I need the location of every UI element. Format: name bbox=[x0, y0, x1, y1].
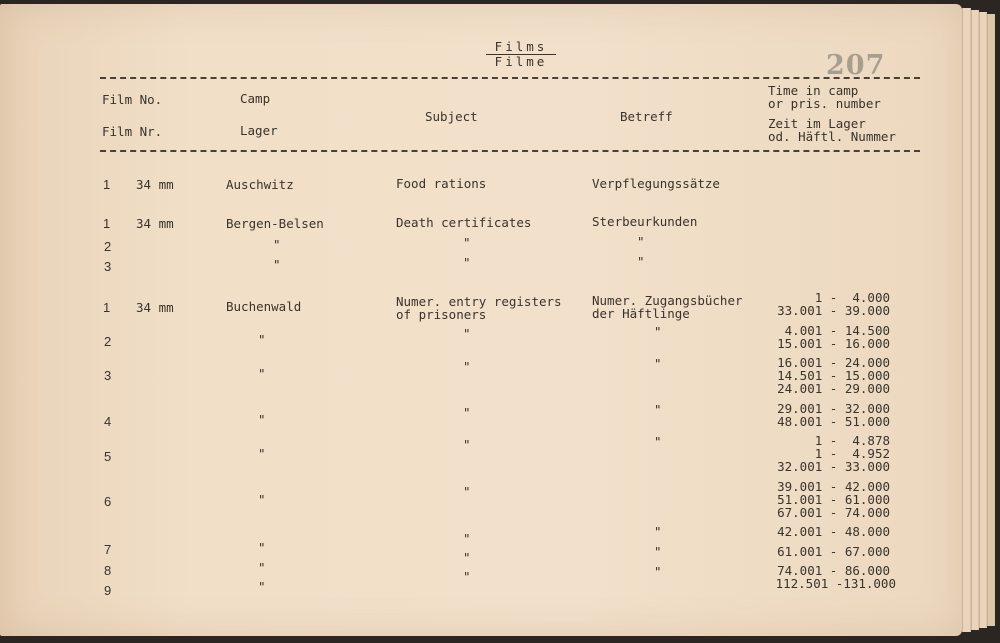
number-range: 1 - 4.952 bbox=[814, 446, 890, 461]
page-number-stamp: 207 bbox=[826, 50, 886, 81]
number-range: 32.001 - 33.000 bbox=[777, 459, 890, 474]
col-time-de-1: Zeit im Lager bbox=[768, 116, 866, 131]
film-number: 6 bbox=[104, 494, 112, 509]
film-size: 34 mm bbox=[136, 216, 174, 231]
number-range: 24.001 - 29.000 bbox=[777, 381, 890, 396]
number-range: 51.001 - 61.000 bbox=[777, 492, 890, 507]
ditto-mark: " bbox=[463, 550, 471, 565]
film-number: 2 bbox=[104, 239, 112, 254]
col-time-de-2: od. Häftl. Nummer bbox=[768, 129, 896, 144]
ditto-mark: " bbox=[637, 234, 645, 249]
film-size: 34 mm bbox=[136, 300, 174, 315]
ditto-mark: " bbox=[637, 254, 645, 269]
ditto-mark: " bbox=[463, 569, 471, 584]
number-range: 42.001 - 48.000 bbox=[777, 524, 890, 539]
number-range: 1 - 4.878 bbox=[814, 433, 890, 448]
film-number: 1 bbox=[103, 300, 111, 315]
col-betreff: Betreff bbox=[620, 109, 673, 124]
film-number: 3 bbox=[104, 259, 112, 274]
subject-text: Death certificates bbox=[396, 215, 532, 230]
col-film-no: Film No. bbox=[102, 92, 163, 107]
page-edge bbox=[979, 12, 987, 628]
number-range: 48.001 - 51.000 bbox=[777, 414, 890, 429]
film-number: 9 bbox=[104, 583, 112, 598]
col-time-en-1: Time in camp bbox=[768, 83, 859, 98]
ditto-mark: " bbox=[654, 434, 662, 449]
number-range: 15.001 - 16.000 bbox=[777, 336, 890, 351]
number-range: 29.001 - 32.000 bbox=[777, 401, 890, 416]
number-range: 61.001 - 67.000 bbox=[777, 544, 890, 559]
film-size: 34 mm bbox=[136, 177, 174, 192]
film-number: 7 bbox=[104, 542, 112, 557]
ditto-mark: " bbox=[258, 446, 266, 461]
betreff-text: der Häftlinge bbox=[592, 306, 690, 321]
header-top-rule bbox=[100, 77, 920, 79]
title-en: Films bbox=[494, 39, 548, 54]
ditto-mark: " bbox=[258, 540, 266, 555]
ditto-mark: " bbox=[463, 359, 471, 374]
number-range: 1 - 4.000 bbox=[814, 290, 890, 305]
number-range: 16.001 - 24.000 bbox=[777, 355, 890, 370]
number-range: 33.001 - 39.000 bbox=[777, 303, 890, 318]
ditto-mark: " bbox=[654, 324, 662, 339]
film-number: 5 bbox=[104, 449, 112, 464]
ditto-mark: " bbox=[463, 326, 471, 341]
ditto-mark: " bbox=[463, 255, 471, 270]
ditto-mark: " bbox=[654, 524, 662, 539]
ditto-mark: " bbox=[273, 257, 281, 272]
ditto-mark: " bbox=[654, 564, 662, 579]
title-de: Filme bbox=[494, 54, 548, 69]
ditto-mark: " bbox=[463, 531, 471, 546]
subject-text: Numer. entry registers bbox=[396, 294, 562, 309]
col-time-en-2: or pris. number bbox=[768, 96, 881, 111]
camp-name: Auschwitz bbox=[226, 177, 294, 192]
ditto-mark: " bbox=[258, 412, 266, 427]
ditto-mark: " bbox=[258, 579, 266, 594]
ditto-mark: " bbox=[654, 544, 662, 559]
camp-name: Bergen-Belsen bbox=[226, 216, 324, 231]
film-number: 3 bbox=[104, 368, 112, 383]
film-number: 8 bbox=[104, 563, 112, 578]
betreff-text: Verpflegungssätze bbox=[592, 176, 720, 191]
col-subject: Subject bbox=[425, 109, 478, 124]
ditto-mark: " bbox=[258, 560, 266, 575]
camp-name: Buchenwald bbox=[226, 299, 302, 314]
number-range: 112.501 -131.000 bbox=[775, 576, 896, 591]
film-number: 2 bbox=[104, 334, 112, 349]
col-film-nr: Film Nr. bbox=[102, 124, 163, 139]
header-bottom-rule bbox=[100, 150, 920, 152]
subject-text: of prisoners bbox=[396, 307, 487, 322]
page-edge bbox=[962, 8, 971, 632]
number-range: 4.001 - 14.500 bbox=[784, 323, 890, 338]
ditto-mark: " bbox=[463, 405, 471, 420]
number-range: 39.001 - 42.000 bbox=[777, 479, 890, 494]
col-camp: Camp bbox=[240, 91, 271, 106]
betreff-text: Numer. Zugangsbücher bbox=[592, 293, 743, 308]
ditto-mark: " bbox=[258, 332, 266, 347]
betreff-text: Sterbeurkunden bbox=[592, 214, 698, 229]
film-number: 4 bbox=[104, 414, 112, 429]
number-range: 74.001 - 86.000 bbox=[777, 563, 890, 578]
number-range: 14.501 - 15.000 bbox=[777, 368, 890, 383]
subject-text: Food rations bbox=[396, 176, 487, 191]
ditto-mark: " bbox=[463, 484, 471, 499]
page-edge bbox=[987, 14, 995, 626]
col-lager: Lager bbox=[240, 123, 278, 138]
page-edge bbox=[971, 10, 979, 630]
film-number: 1 bbox=[103, 177, 111, 192]
ditto-mark: " bbox=[273, 237, 281, 252]
ditto-mark: " bbox=[463, 437, 471, 452]
number-range: 67.001 - 74.000 bbox=[777, 505, 890, 520]
ditto-mark: " bbox=[258, 492, 266, 507]
ditto-mark: " bbox=[258, 366, 266, 381]
ditto-mark: " bbox=[654, 356, 662, 371]
film-number: 1 bbox=[103, 216, 111, 231]
ditto-mark: " bbox=[463, 235, 471, 250]
ditto-mark: " bbox=[654, 402, 662, 417]
